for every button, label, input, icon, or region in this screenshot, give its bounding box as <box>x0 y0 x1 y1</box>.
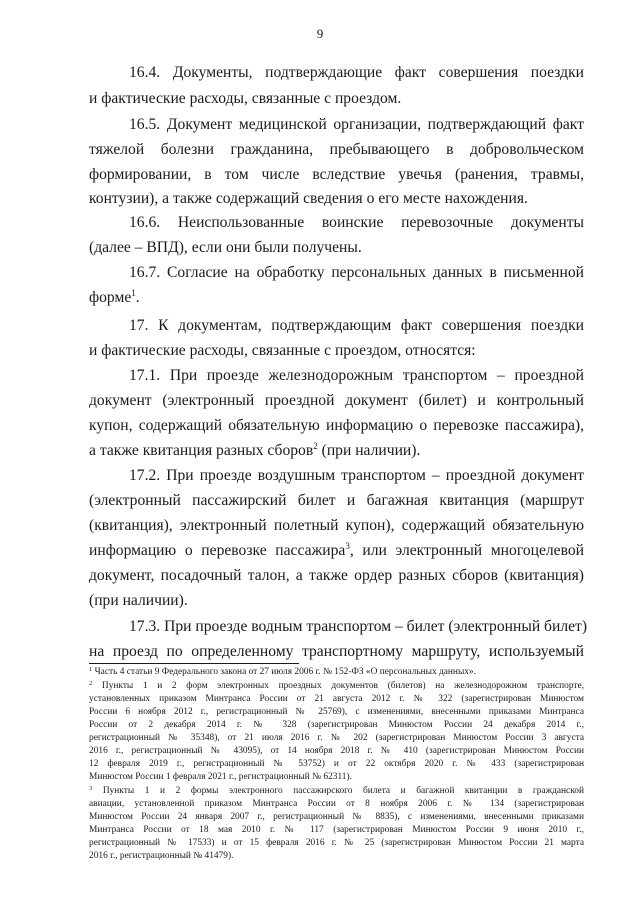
paragraph-17-1-text: а также квитанция разных сборов <box>89 442 314 459</box>
paragraph-16-5-line-4: контузии), а также содержащий сведения о его месте нахождения. <box>89 190 528 207</box>
footnote-3-line-6: 2016 г., регистрационный № 41479). <box>89 851 234 861</box>
paragraph-17-2-line-4 <box>89 542 584 560</box>
footnote-3-line-5: регистрационный № 17533) и от 15 февраля 2016 г. № 25 (зарегистрирован Минюстом России 21 марта <box>89 838 584 848</box>
footnote-2-line-5: регистрационный № 35348), от 21 июля 2016 г. № 202 (зарегистрирован Минюстом России 3 августа <box>89 733 584 743</box>
paragraph-16-6-line-2: (далее – ВПД), если они были получены. <box>89 239 362 256</box>
paragraph-16-4-line-1: 16.4. Документы, подтверждающие факт совершения поездки <box>129 64 584 81</box>
page-number: 9 <box>316 26 324 41</box>
paragraph-17-1-tail: (при наличии). <box>317 442 421 459</box>
footnote-3-line-3: Минюстом России 24 января 2007 г., регистрационный № 8835), с изменениями, внесенными приказами <box>89 812 584 822</box>
paragraph-17-1-line-2: документ (электронный проездной документ (билет) и контрольный <box>89 392 584 409</box>
paragraph-17-2-tail: , или электронный многоцелевой <box>349 542 584 559</box>
footnote-2-mark: 2 <box>89 680 93 687</box>
paragraph-17-1-line-1: 17.1. При проезде железнодорожным транспортом – проездной <box>129 367 584 384</box>
paragraph-17-line-2: и фактические расходы, связанные с проездом, относятся: <box>89 342 476 359</box>
footnote-ref-1: 1 <box>131 288 136 298</box>
footnote-1-text: Часть 4 статьи 9 Федерального закона от 27 июля 2006 г. № 152-ФЗ «О персональных данных». <box>94 667 476 677</box>
paragraph-17-line-1: 17. К документам, подтверждающим факт совершения поездки <box>129 317 584 334</box>
paragraph-17-2-line-2: (электронный пассажирский билет и багажная квитанция (маршрут <box>89 492 584 509</box>
footnote-2-line-6: 2016 г., регистрационный № 43095), от 14 ноября 2018 г. № 410 (зарегистрирован Минюстом России <box>89 746 584 756</box>
footnote-3-mark: 3 <box>89 785 93 792</box>
footnote-2-line-4: России от 2 декабря 2014 г. № 328 (зарегистрирован Минюстом России 24 декабря 2014 г., <box>89 720 584 730</box>
paragraph-17-2-line-3: (квитанция), электронный полетный купон), содержащий обязательную <box>89 517 584 534</box>
footnote-2-line-1 <box>89 680 584 692</box>
footnote-3-line-4: Минтранса России от 18 мая 2010 г. № 117 (зарегистрирован Минюстом России 9 июня 2010 г., <box>89 825 584 835</box>
footnote-3-text: Пункты 1 и 2 формы электронного пассажирского билета и багажной квитанции в гражданской <box>102 786 584 796</box>
footnote-2-line-2: установленных приказом Минтранса России от 21 августа 2012 г. № 322 (зарегистрирован Минюстом <box>89 694 584 704</box>
footnote-1-line-1 <box>89 666 584 678</box>
footnote-separator <box>89 663 299 664</box>
paragraph-17-2-line-5: документ, посадочный талон, а также ордер разных сборов (квитанция) <box>89 567 584 584</box>
paragraph-17-3-line-1: 17.3. При проезде водным транспортом – билет (электронный билет) <box>129 618 588 635</box>
paragraph-17-2-line-1: 17.2. При проезде воздушным транспортом – проездной документ <box>129 467 584 484</box>
footnote-2-line-3: России 6 ноября 2012 г., регистрационный № 25769), с изменениями, внесенными приказами Минтранса <box>89 707 584 717</box>
footnote-ref-2: 2 <box>313 441 318 451</box>
paragraph-17-1-line-4 <box>89 442 584 460</box>
paragraph-16-6-line-1: 16.6. Неиспользованные воинские перевозочные документы <box>129 214 584 231</box>
footnote-2-line-8: Минюстом России 1 февраля 2021 г., регистрационный № 62311). <box>89 772 352 782</box>
footnote-2-text: Пункты 1 и 2 форм электронных проездных документов (билетов) на железнодорожном транспорте, <box>101 681 585 691</box>
paragraph-16-4-line-2: и фактические расходы, связанные с проездом. <box>89 90 402 107</box>
paragraph-16-5-line-3: формировании, в том числе вследствие увечья (ранения, травмы, <box>89 166 584 183</box>
footnote-3-line-2: авиации, установленной приказом Минтранса России от 8 ноября 2006 г. № 134 (зарегистрирован <box>89 799 584 809</box>
footnote-3-line-1 <box>89 785 584 797</box>
paragraph-17-3-line-2: на проезд по определенному транспортному маршруту, используемый <box>89 643 584 660</box>
paragraph-16-7-line-1: 16.7. Согласие на обработку персональных данных в письменной <box>129 264 584 281</box>
paragraph-17-2-text: информацию о перевозке пассажира <box>89 542 346 559</box>
paragraph-16-7-tail: . <box>135 289 140 306</box>
footnote-2-line-7: 12 февраля 2019 г., регистрационный № 53752) и от 22 октября 2020 г. № 433 (зарегистрирован <box>89 759 584 769</box>
paragraph-17-1-line-3: купон, содержащий обязательную информацию о перевозке пассажира), <box>89 417 584 434</box>
paragraph-16-5-line-1: 16.5. Документ медицинской организации, подтверждающий факт <box>129 116 584 133</box>
footnote-1-mark: 1 <box>89 666 93 673</box>
paragraph-17-2-line-6: (при наличии). <box>89 592 188 609</box>
paragraph-16-7-line-2 <box>89 289 584 307</box>
paragraph-16-7-text: форме <box>89 289 132 306</box>
paragraph-16-5-line-2: тяжелой болезни гражданина, пребывающего в добровольческом <box>89 141 584 158</box>
footnote-ref-3: 3 <box>345 541 350 551</box>
